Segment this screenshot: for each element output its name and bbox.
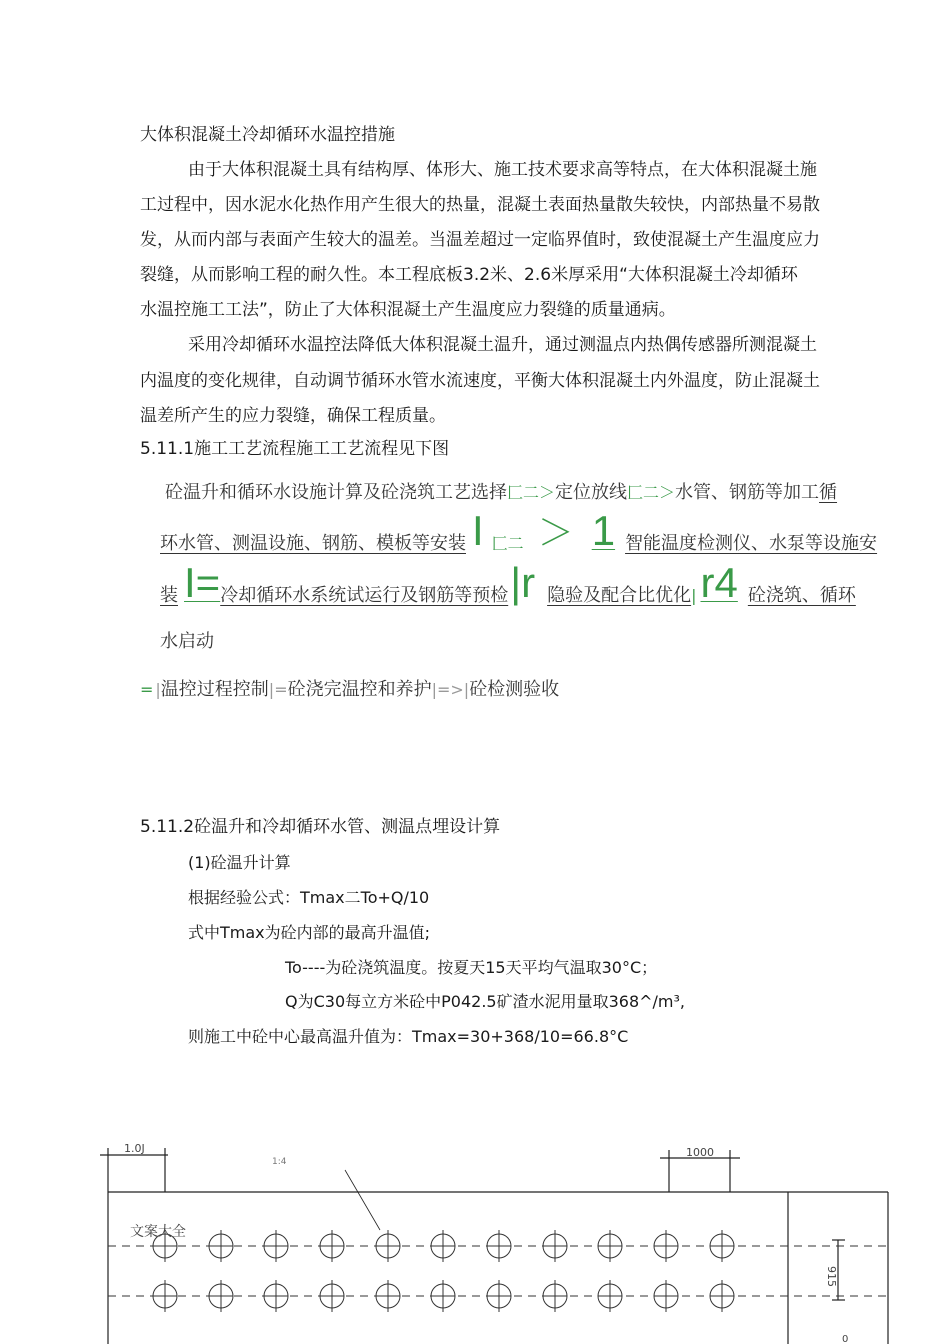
document-title: 大体积混凝土冷却循环水温控措施 — [140, 125, 395, 145]
flow-bar-r: |r — [510, 559, 536, 606]
flow-step-inspection: 隐验及配合比优化 — [547, 585, 692, 606]
top-left-dimension: 1.0J — [124, 1142, 145, 1155]
paragraph-2-line-3: 温差所产生的应力裂缝，确保工程质量。 — [140, 406, 446, 426]
flow-line-2 — [160, 507, 878, 560]
flow-step-curing: 砼浇完温控和养护 — [287, 679, 432, 700]
flow-arrow-2: 匚二＞ — [627, 483, 676, 502]
flow-step-install-start: 循 — [819, 482, 838, 503]
section-heading-5-11-1: 5.11.1施工工艺流程施工工艺流程见下图 — [140, 439, 450, 459]
flow-step-instruments: 智能温度检测仪、水泵等设施安 — [625, 533, 878, 554]
flow-r4: r4 — [700, 559, 738, 606]
flow-step-install-end: 装 — [160, 585, 178, 606]
paragraph-1-line-4: 裂缝，从而影响工程的耐久性。本工程底板3.2米、2.6米厚采用“大体积混凝土冷却循环 — [140, 265, 798, 285]
flow-step-water-start: 水启动 — [160, 631, 214, 652]
formula-definition: 式中Tmax为砼内部的最高升温值; — [188, 923, 431, 942]
paragraph-1-line-5: 水温控施工工法”，防止了大体积混凝土产生温度应力裂缝的质量通病。 — [140, 300, 676, 320]
formula-result: 则施工中砼中心最高温升值为：Tmax=30+368/10=66.8°C — [188, 1027, 629, 1046]
watermark-text: 文案大全 — [130, 1224, 186, 1240]
paragraph-2-line-1: 采用冷却循环水温控法降低大体积混凝土温升，通过测温点内热偶传感器所测混凝土 — [188, 335, 817, 355]
flow-gt: ＞ — [537, 512, 574, 553]
flow-step-acceptance: 砼检测验收 — [469, 679, 560, 700]
flow-step-install: 环水管、测温设施、钢筋、模板等安装 — [160, 533, 466, 554]
subheading-temperature-rise: (1)砼温升计算 — [188, 853, 291, 872]
flow-step-control: 温控过程控制 — [160, 679, 269, 700]
flow-step-layout: 定位放线 — [555, 482, 628, 503]
flow-arrow-3: 匚二 — [491, 534, 524, 553]
cut-label: 0 — [842, 1334, 849, 1344]
flow-pipe: | — [691, 586, 697, 605]
paragraph-1-line-3: 发，从而内部与表面产生较大的温差。当温差超过一定临界值时，致使混凝土产生温度应力 — [140, 230, 820, 250]
formula-q: Q为C30每立方米砼中P042.5矿渣水泥用量取368^/m³, — [285, 992, 686, 1011]
section-heading-5-11-2: 5.11.2砼温升和冷却循环水管、测温点埋设计算 — [140, 817, 501, 837]
pipe-layout-drawing — [0, 1130, 950, 1344]
flow-mark-3: |= — [268, 680, 288, 699]
leader-note: 1:4 — [272, 1157, 287, 1167]
flow-line-5 — [140, 675, 559, 701]
flow-line-4 — [160, 627, 214, 653]
flow-bar-1: I — [472, 507, 484, 554]
flow-i-equals: I= — [184, 559, 221, 606]
paragraph-2-line-2: 内温度的变化规律，自动调节循环水管水流速度，平衡大体积混凝土内外温度，防止混凝土 — [140, 371, 820, 391]
flow-line-1 — [165, 478, 837, 504]
flow-one: 1 — [591, 507, 616, 554]
paragraph-1-line-1: 由于大体积混凝土具有结构厚、体形大、施工技术要求高等特点，在大体积混凝土施 — [188, 160, 817, 180]
top-right-dimension: 1000 — [686, 1146, 714, 1159]
side-dimension: 915 — [825, 1266, 838, 1287]
flow-mark-5: | — [463, 680, 470, 699]
flow-mark-2: | — [155, 680, 161, 699]
paragraph-1-line-2: 工过程中，因水泥水化热作用产生很大的热量，混凝土表面热量散失较快，内部热量不易散 — [140, 195, 820, 215]
flow-line-3 — [160, 559, 856, 612]
formula-to: To----为砼浇筑温度。按夏天15天平均气温取30°C； — [285, 958, 658, 977]
flow-arrow-1: 匚二＞ — [507, 483, 556, 502]
flow-mark-4: |=> — [431, 680, 464, 699]
flow-mark-1: = — [140, 680, 154, 699]
flow-step-processing: 水管、钢筋等加工 — [675, 482, 820, 503]
formula-line: 根据经验公式：Tmax二To+Q/10 — [188, 888, 430, 907]
flow-step-trial-run: 冷却循环水系统试运行及钢筋等预检 — [220, 585, 509, 606]
flow-step-pouring: 砼浇筑、循环 — [747, 585, 856, 606]
flow-step-calculation: 砼温升和循环水设施计算及砼浇筑工艺选择 — [165, 482, 507, 503]
